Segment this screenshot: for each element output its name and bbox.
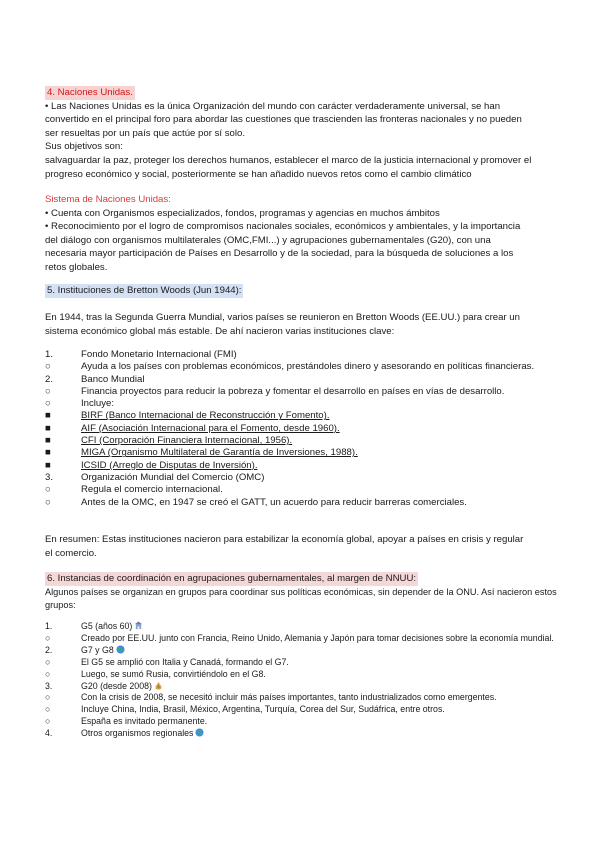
list-item <box>45 447 565 459</box>
list-marker: ○ <box>45 484 51 496</box>
list-item <box>45 435 565 447</box>
list-item <box>45 410 565 422</box>
list-marker: 1. <box>45 349 54 360</box>
list-marker: ○ <box>45 716 51 727</box>
link-icsid[interactable]: ICSID (Arreglo de Disputas de Inversión). <box>81 459 258 471</box>
list-marker: ■ <box>45 447 51 459</box>
section-5-intro <box>45 311 565 338</box>
list-marker: ■ <box>45 422 51 434</box>
section-4-intro-line: convertido en el principal foro para abordar las cuestiones que trascienden las fronteras nacionales y no pueden <box>45 114 522 126</box>
link-miga[interactable]: MIGA (Organismo Multilateral de Garantía de Inversiones, 1988). <box>81 447 358 459</box>
summary-line: En resumen: Estas instituciones nacieron para estabilizar la economía global, apoyar a países en crisis y regular <box>45 534 524 545</box>
link-aif[interactable]: AIF (Asociación Internacional para el Fomento, desde 1960). <box>81 422 340 434</box>
svg-text:$: $ <box>157 683 160 689</box>
list-marker: ○ <box>45 704 51 715</box>
list-marker: ○ <box>45 692 51 703</box>
list-marker: ■ <box>45 410 51 422</box>
list-marker: 3. <box>45 680 53 691</box>
list-marker: ○ <box>45 361 51 373</box>
system-line: • Reconocimiento por el logro de compromisos nacionales sociales, económicos y ambientales, y la importancia <box>45 221 521 233</box>
list-item: ○ Ayuda a los países con problemas económicos, prestándoles dinero y asesorando en políticas financieras. <box>45 361 535 373</box>
list-marker: ○ <box>45 385 51 397</box>
section-bretton-woods <box>45 284 565 298</box>
system-line: necesaria mayor participación de Países en Desarrollo y de la sociedad, para la búsqueda de soluciones a los <box>45 248 514 260</box>
list-marker: 2. <box>45 373 54 385</box>
list-item: 1. G5 (años 60) <box>45 621 565 633</box>
bretton-woods-list <box>45 349 565 509</box>
list-marker: ○ <box>45 656 51 667</box>
list-marker: 1. <box>45 621 53 631</box>
list-marker: 4. <box>45 728 53 739</box>
list-item: ○ España es invitado permanente. <box>45 716 208 727</box>
list-item: ○ Financia proyectos para reducir la pobreza y fomentar el desarrollo en países en vías de desarrollo. <box>45 385 505 397</box>
list-marker: ○ <box>45 496 51 508</box>
list-item: ○ Incluye: <box>45 398 115 410</box>
section-5-intro-line: sistema económico global más estable. De ahí nacieron varias instituciones clave: <box>45 325 395 337</box>
section-6-intro-line: grupos: <box>45 600 76 611</box>
list-marker: 2. <box>45 644 53 655</box>
system-line: • Cuenta con Organismos especializados, fondos, programas y agencias en muchos ámbitos <box>45 207 440 219</box>
section-agrupaciones <box>45 572 565 613</box>
section-sistema-naciones-unidas <box>45 193 565 275</box>
section-5-intro-line: En 1944, tras la Segunda Guerra Mundial, varios países se reunieron en Bretton Woods (EE.UU.) para crear un <box>45 312 520 323</box>
section-5-summary <box>45 533 565 560</box>
list-marker: ■ <box>45 435 51 447</box>
section-6-title: 6. Instancias de coordinación en agrupaciones gubernamentales, al margen de NNUU: <box>47 573 417 584</box>
list-item <box>45 423 565 435</box>
list-marker: 3. <box>45 471 54 483</box>
list-item: ○ Regula el comercio internacional. <box>45 484 223 496</box>
list-item: 1. Fondo Monetario Internacional (FMI) <box>45 349 237 360</box>
list-item: ○ Con la crisis de 2008, se necesitó incluir más países importantes, tanto industrializados como emergentes. <box>45 692 497 703</box>
list-item: 3. Organización Mundial del Comercio (OMC) <box>45 471 265 483</box>
section-6-intro-line: Algunos países se organizan en grupos para coordinar sus políticas económicas, sin depender de la ONU. Así nacieron estos <box>45 586 557 597</box>
list-item: 3. G20 (desde 2008) $ <box>45 681 565 693</box>
agrupaciones-list <box>45 621 565 740</box>
list-item: ○ Incluye China, India, Brasil, México, Argentina, Turquía, Corea del Sur, Sudáfrica, entre otros. <box>45 704 445 715</box>
system-title: Sistema de Naciones Unidas: <box>45 194 171 205</box>
list-marker: ■ <box>45 459 51 471</box>
system-line: del diálogo con organismos multilaterales (OMC,FMI...) y agrupaciones gubernamentales (G20), con una <box>45 234 491 246</box>
list-marker: ○ <box>45 398 51 410</box>
money-bag-icon <box>154 681 163 690</box>
link-birf[interactable]: BIRF (Banco Internacional de Reconstrucción y Fomento). <box>81 410 330 422</box>
globe-icon <box>195 728 204 737</box>
objectives-line: salvaguardar la paz, proteger los derechos humanos, establecer el marco de la justicia internacional y promover el <box>45 154 532 166</box>
objectives-line: progreso económico y social, posteriormente se han añadido nuevos retos como el cambio climático <box>45 168 472 180</box>
section-naciones-unidas <box>45 86 565 181</box>
list-item <box>45 460 565 472</box>
section-4-intro-line: • Las Naciones Unidas es la única Organización del mundo con carácter verdaderamente universal, se han <box>45 100 501 112</box>
summary-line: el comercio. <box>45 547 97 559</box>
system-line: retos globales. <box>45 261 108 273</box>
list-item: 2. G7 y G8 <box>45 645 565 657</box>
section-4-title: 4. Naciones Unidas. <box>47 87 133 98</box>
globe-icon <box>116 645 125 654</box>
list-item: ○ Antes de la OMC, en 1947 se creó el GATT, un acuerdo para reducir barreras comerciales. <box>45 496 467 508</box>
link-cfi[interactable]: CFI (Corporación Financiera Internacional, 1956). <box>81 435 293 447</box>
list-item: 4. Otros organismos regionales <box>45 728 565 740</box>
list-item: 2. Banco Mundial <box>45 373 145 385</box>
section-5-title: 5. Instituciones de Bretton Woods (Jun 1944): <box>47 285 242 296</box>
list-item: ○ El G5 se amplió con Italia y Canadá, formando el G7. <box>45 656 289 667</box>
objectives-label: Sus objetivos son: <box>45 141 123 153</box>
list-item: ○ Creado por EE.UU. junto con Francia, Reino Unido, Alemania y Japón para tomar decisiones sobre la economía mundial. <box>45 632 554 643</box>
list-item: ○ Luego, se sumó Rusia, convirtiéndolo en el G8. <box>45 668 266 679</box>
list-marker: ○ <box>45 632 51 643</box>
section-4-intro-line: ser resueltas por un país que actúe por sí solo. <box>45 127 245 139</box>
list-marker: ○ <box>45 668 51 679</box>
building-icon <box>134 621 143 630</box>
